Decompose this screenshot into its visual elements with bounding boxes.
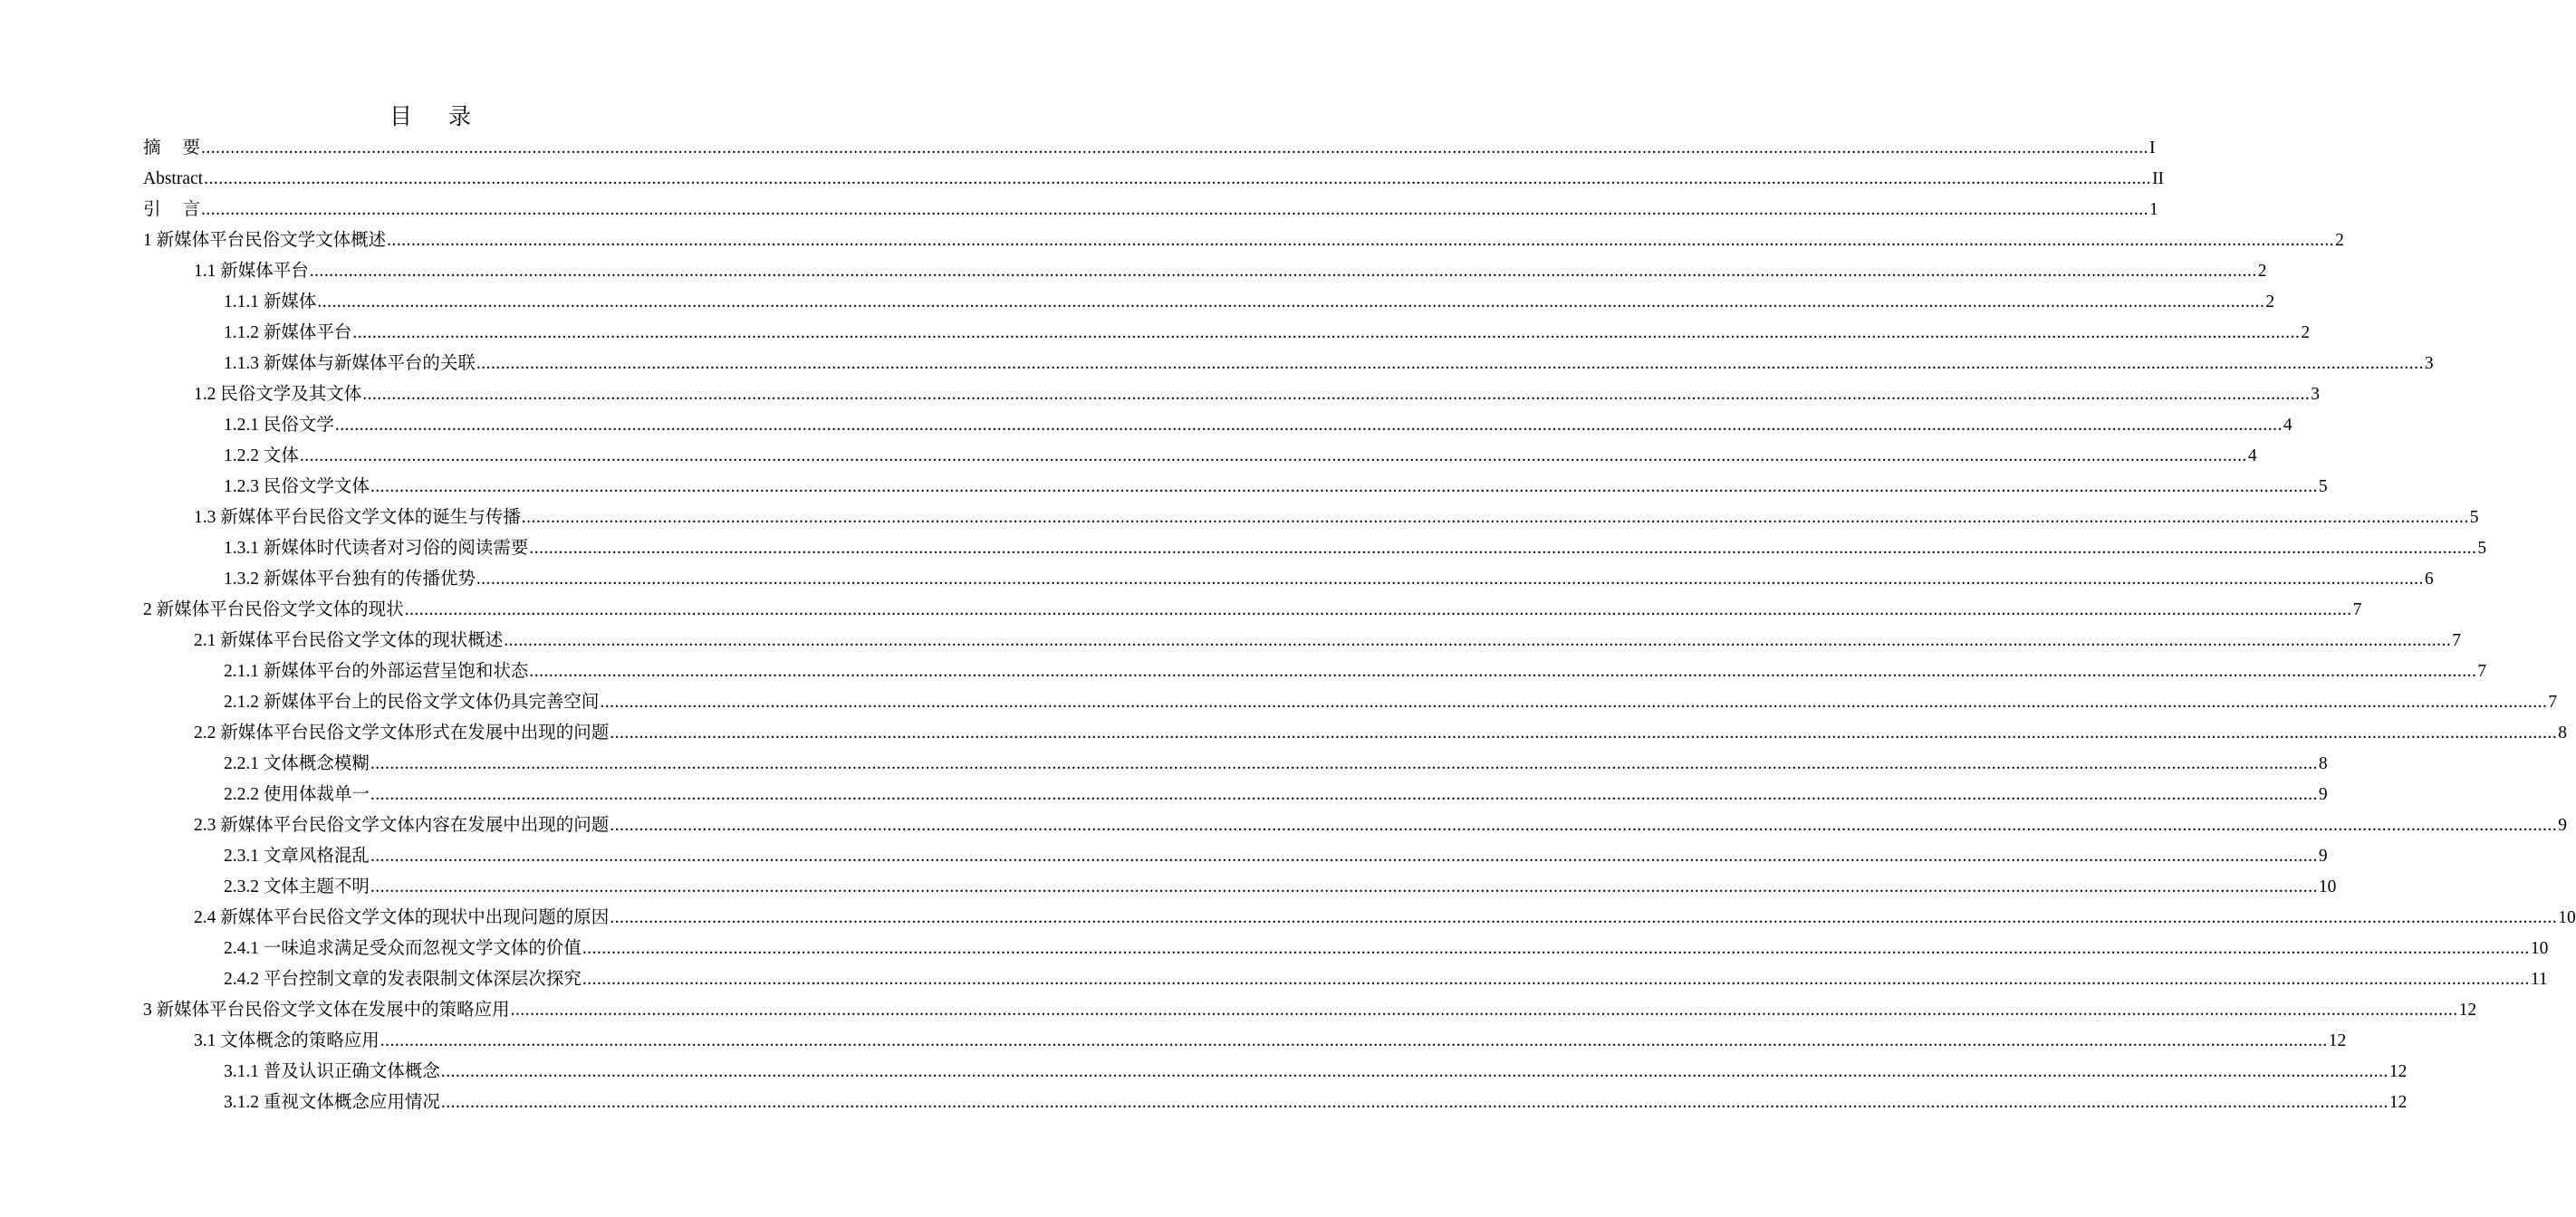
toc-entry-page: 5 — [2318, 477, 2328, 496]
toc-entry-label: 2 新媒体平台民俗文学文体的现状 — [143, 600, 404, 619]
toc-entry-page: 7 — [2548, 693, 2558, 712]
toc-entry-page: II — [2152, 169, 2165, 188]
toc-entry-page: I — [2149, 139, 2156, 158]
toc-entry[interactable] — [143, 1026, 2347, 1057]
toc-dot-leader: ................................................................................................................................................................................................................................................................................................................................................................................................................ — [600, 693, 2548, 712]
toc-entry-page: 10 — [2318, 877, 2337, 896]
toc-entry[interactable] — [143, 749, 2328, 780]
toc-entry[interactable] — [143, 379, 2321, 410]
toc-entry[interactable] — [143, 318, 2311, 349]
toc-entry[interactable] — [143, 780, 2328, 810]
toc-dot-leader: ................................................................................................................................................................................................................................................................................................................................................................................................................ — [610, 908, 2558, 927]
toc-entry-page: 8 — [2318, 754, 2328, 773]
toc-entry-page: 10 — [2530, 939, 2549, 958]
toc-dot-leader: ................................................................................................................................................................................................................................................................................................................................................................................................................ — [362, 385, 2311, 404]
toc-entry[interactable] — [143, 564, 2434, 595]
toc-entry-label: 1.3.2 新媒体平台独有的传播优势 — [224, 570, 476, 589]
toc-entry-page: 9 — [2318, 785, 2328, 804]
toc-entry-label: 1.1 新媒体平台 — [194, 262, 309, 281]
toc-dot-leader: ................................................................................................................................................................................................................................................................................................................................................................................................................ — [529, 539, 2477, 558]
toc-entry-label: 3 新媒体平台民俗文学文体在发展中的策略应用 — [143, 1001, 510, 1020]
toc-entry[interactable] — [143, 1088, 2408, 1118]
toc-dot-leader: ................................................................................................................................................................................................................................................................................................................................................................................................................ — [510, 1001, 2458, 1020]
toc-entry[interactable] — [143, 934, 2549, 964]
toc-entry-label: 1.2.3 民俗文学文体 — [224, 477, 370, 496]
toc-dot-leader: ................................................................................................................................................................................................................................................................................................................................................................................................................ — [352, 323, 2301, 342]
toc-entry-page: 12 — [2328, 1031, 2347, 1050]
toc-entry-label: 2.1.1 新媒体平台的外部运营呈饱和状态 — [224, 662, 529, 681]
toc-entry[interactable] — [143, 872, 2337, 903]
toc-dot-leader: ................................................................................................................................................................................................................................................................................................................................................................................................................ — [370, 477, 2318, 496]
toc-entry-label: 2.1 新媒体平台民俗文学文体的现状概述 — [194, 631, 504, 650]
toc-dot-leader: ................................................................................................................................................................................................................................................................................................................................................................................................................ — [201, 200, 2149, 219]
toc-dot-leader: ................................................................................................................................................................................................................................................................................................................................................................................................................ — [334, 416, 2283, 435]
toc-entry[interactable] — [143, 841, 2328, 872]
toc-entry-page: 11 — [2530, 970, 2548, 989]
toc-dot-leader: ................................................................................................................................................................................................................................................................................................................................................................................................................ — [387, 231, 2335, 250]
toc-dot-leader: ................................................................................................................................................................................................................................................................................................................................................................................................................ — [440, 1093, 2389, 1112]
toc-entry-label: 1.2.1 民俗文学 — [224, 416, 334, 435]
toc-entry-page: 3 — [2424, 354, 2434, 373]
toc-entry-page: 12 — [2389, 1093, 2408, 1112]
toc-entry-page: 4 — [2283, 416, 2292, 435]
toc-dot-leader: ................................................................................................................................................................................................................................................................................................................................................................................................................ — [299, 446, 2247, 465]
toc-dot-leader: ................................................................................................................................................................................................................................................................................................................................................................................................................ — [201, 139, 2149, 158]
toc-entry-page: 2 — [2335, 231, 2344, 250]
toc-entry-label: 2.1.2 新媒体平台上的民俗文学文体仍具完善空间 — [224, 693, 600, 712]
toc-entry[interactable] — [143, 656, 2487, 687]
toc-entry[interactable] — [143, 995, 2477, 1026]
toc-entry-label: 1.1.2 新媒体平台 — [224, 323, 352, 342]
toc-entry[interactable] — [143, 256, 2267, 287]
toc-entry[interactable] — [143, 533, 2487, 564]
toc-entry-page: 2 — [2301, 323, 2311, 342]
toc-entry[interactable] — [143, 626, 2462, 656]
toc-entry[interactable] — [143, 964, 2548, 995]
toc-entry-page: 12 — [2458, 1001, 2477, 1020]
toc-entry-page: 8 — [2558, 723, 2568, 743]
toc-entry-page: 7 — [2352, 600, 2362, 619]
toc-entry-page: 6 — [2424, 570, 2434, 589]
toc-entry-page: 1 — [2149, 200, 2158, 219]
toc-entry[interactable] — [143, 810, 2568, 841]
toc-entry-label: 1 新媒体平台民俗文学文体概述 — [143, 231, 387, 250]
toc-dot-leader: ................................................................................................................................................................................................................................................................................................................................................................................................................ — [204, 169, 2152, 188]
toc-entry-label: 2.2.2 使用体裁单一 — [224, 785, 370, 804]
page-title — [0, 101, 860, 134]
toc-entry-label: 1.1.1 新媒体 — [224, 292, 317, 311]
toc-dot-leader: ................................................................................................................................................................................................................................................................................................................................................................................................................ — [504, 631, 2452, 650]
toc-entry-label: 1.2 民俗文学及其文体 — [194, 385, 362, 404]
toc-dot-leader: ................................................................................................................................................................................................................................................................................................................................................................................................................ — [610, 816, 2558, 835]
toc-entry-label: 2.2.1 文体概念模糊 — [224, 754, 370, 773]
toc-entry[interactable] — [143, 287, 2275, 318]
toc-entry-label: 3.1 文体概念的策略应用 — [194, 1031, 380, 1050]
toc-entry-label: 1.2.2 文体 — [224, 446, 299, 465]
toc-entry[interactable] — [143, 687, 2558, 718]
toc-dot-leader: ................................................................................................................................................................................................................................................................................................................................................................................................................ — [476, 354, 2424, 373]
page-title-part2: 录 — [448, 105, 472, 129]
toc-entry-page: 12 — [2389, 1062, 2408, 1081]
toc-entry-page: 2 — [2257, 262, 2267, 281]
toc-entry-page: 7 — [2452, 631, 2462, 650]
toc-entry-page: 2 — [2265, 292, 2275, 311]
toc-dot-leader: ................................................................................................................................................................................................................................................................................................................................................................................................................ — [521, 508, 2469, 527]
toc-dot-leader: ................................................................................................................................................................................................................................................................................................................................................................................................................ — [582, 939, 2530, 958]
toc-dot-leader: ................................................................................................................................................................................................................................................................................................................................................................................................................ — [370, 847, 2318, 866]
toc-entry-label: Abstract — [143, 169, 204, 188]
toc-entry[interactable] — [143, 503, 2479, 533]
toc-entry-label: 1.3 新媒体平台民俗文学文体的诞生与传播 — [194, 508, 521, 527]
toc-entry[interactable] — [143, 718, 2568, 749]
toc-entry[interactable] — [143, 441, 2257, 472]
toc-entry[interactable] — [143, 410, 2292, 441]
toc-entry[interactable] — [143, 349, 2434, 379]
toc-entry-page: 7 — [2477, 662, 2487, 681]
page-title-part1: 目 — [389, 105, 412, 129]
toc-entry-page: 5 — [2477, 539, 2487, 558]
toc-entry-label: 2.4 新媒体平台民俗文学文体的现状中出现问题的原因 — [194, 908, 610, 927]
toc-entry[interactable] — [143, 195, 2158, 225]
toc-entry-label: 2.2 新媒体平台民俗文学文体形式在发展中出现的问题 — [194, 723, 610, 743]
table-of-contents — [143, 133, 2576, 1118]
toc-entry-label: 3.1.2 重视文体概念应用情况 — [224, 1093, 440, 1112]
toc-dot-leader: ................................................................................................................................................................................................................................................................................................................................................................................................................ — [404, 600, 2352, 619]
toc-entry-label: 2.4.1 一味追求满足受众而忽视文学文体的价值 — [224, 939, 582, 958]
toc-dot-leader: ................................................................................................................................................................................................................................................................................................................................................................................................................ — [582, 970, 2530, 989]
toc-entry[interactable] — [143, 225, 2344, 256]
toc-dot-leader: ................................................................................................................................................................................................................................................................................................................................................................................................................ — [440, 1062, 2389, 1081]
toc-entry-label: 2.4.2 平台控制文章的发表限制文体深层次探究 — [224, 970, 582, 989]
toc-dot-leader: ................................................................................................................................................................................................................................................................................................................................................................................................................ — [370, 877, 2318, 896]
toc-entry[interactable] — [143, 595, 2362, 626]
toc-dot-leader: ................................................................................................................................................................................................................................................................................................................................................................................................................ — [370, 754, 2318, 773]
toc-entry-page: 9 — [2318, 847, 2328, 866]
toc-entry-label: 2.3 新媒体平台民俗文学文体内容在发展中出现的问题 — [194, 816, 610, 835]
toc-entry[interactable] — [143, 133, 2156, 164]
toc-entry-label: 1.1.3 新媒体与新媒体平台的关联 — [224, 354, 476, 373]
toc-dot-leader: ................................................................................................................................................................................................................................................................................................................................................................................................................ — [610, 723, 2558, 743]
toc-entry[interactable] — [143, 164, 2165, 195]
toc-entry-label: 3.1.1 普及认识正确文体概念 — [224, 1062, 440, 1081]
toc-entry-label: 摘要 — [143, 139, 201, 158]
toc-entry-label: 2.3.1 文章风格混乱 — [224, 847, 370, 866]
toc-entry-label: 1.3.1 新媒体时代读者对习俗的阅读需要 — [224, 539, 529, 558]
toc-entry[interactable] — [143, 472, 2328, 503]
toc-entry-page: 9 — [2558, 816, 2568, 835]
toc-entry-page: 10 — [2558, 908, 2576, 927]
toc-entry-label: 2.3.2 文体主题不明 — [224, 877, 370, 896]
toc-dot-leader: ................................................................................................................................................................................................................................................................................................................................................................................................................ — [370, 785, 2318, 804]
toc-entry-page: 3 — [2311, 385, 2321, 404]
toc-dot-leader: ................................................................................................................................................................................................................................................................................................................................................................................................................ — [380, 1031, 2328, 1050]
toc-dot-leader: ................................................................................................................................................................................................................................................................................................................................................................................................................ — [476, 570, 2424, 589]
toc-entry[interactable] — [143, 903, 2576, 934]
toc-dot-leader: ................................................................................................................................................................................................................................................................................................................................................................................................................ — [309, 262, 2257, 281]
toc-dot-leader: ................................................................................................................................................................................................................................................................................................................................................................................................................ — [529, 662, 2477, 681]
toc-entry-label: 引言 — [143, 200, 201, 219]
toc-entry-page: 4 — [2247, 446, 2257, 465]
toc-entry-page: 5 — [2469, 508, 2479, 527]
toc-entry[interactable] — [143, 1057, 2408, 1088]
toc-dot-leader: ................................................................................................................................................................................................................................................................................................................................................................................................................ — [317, 292, 2265, 311]
